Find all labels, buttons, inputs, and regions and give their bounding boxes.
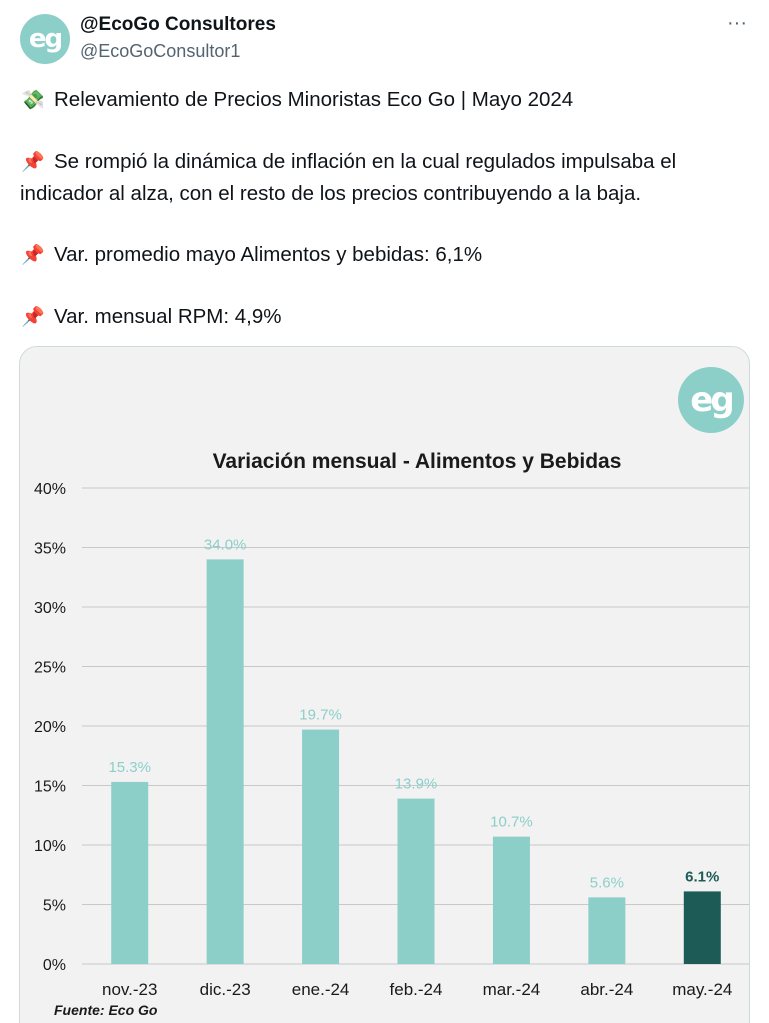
data-label: 34.0% — [203, 536, 247, 554]
data-label: 5.6% — [589, 874, 624, 892]
y-axis-ticks — [34, 481, 66, 974]
data-label: 13.9% — [394, 775, 438, 793]
x-tick-label: dic.-23 — [199, 980, 251, 999]
avatar[interactable]: eg — [20, 14, 70, 64]
bar — [684, 891, 721, 964]
chart-title: Variación mensual - Alimentos y Bebidas — [212, 450, 622, 473]
x-tick-label: may.-24 — [672, 980, 733, 999]
ecogo-logo: eg — [678, 367, 744, 433]
x-axis-ticks — [102, 980, 732, 999]
bar — [398, 799, 435, 964]
x-tick-label: feb.-24 — [389, 980, 443, 999]
tweet-line-text: Var. mensual RPM: 4,9% — [54, 305, 282, 328]
pushpin-icon: 📌 — [21, 244, 45, 266]
display-name[interactable]: @EcoGo Consultores — [80, 14, 276, 35]
tweet-line-text: Var. promedio mayo Alimentos y bebidas: 6,1% — [54, 243, 483, 266]
tweet-line — [20, 239, 755, 271]
pushpin-icon: 📌 — [21, 151, 45, 173]
data-label: 19.7% — [299, 706, 342, 724]
pushpin-icon: 📌 — [21, 306, 45, 328]
source-note: Fuente: Eco Go — [54, 1002, 158, 1018]
tweet-line — [20, 146, 755, 209]
tweet-line-text: Relevamiento de Precios Minoristas Eco Go | Mayo 2024 — [54, 88, 574, 111]
y-tick-label: 25% — [33, 659, 66, 677]
bar — [493, 837, 530, 964]
data-label: 15.3% — [108, 758, 151, 776]
y-tick-label: 35% — [33, 540, 66, 558]
bars — [111, 559, 721, 964]
y-tick-label: 20% — [33, 719, 66, 736]
data-label: 10.7% — [490, 813, 533, 831]
tweet-line-text: Se rompió la dinámica de inflación en la cual regulados impulsaba el indicador al alza, con el resto de los precios contribuyendo a la baja. — [20, 150, 677, 205]
user-handle[interactable]: @EcoGoConsultor1 — [80, 41, 241, 61]
bar — [111, 782, 148, 964]
y-tick-label: 40% — [33, 481, 66, 498]
bar — [588, 897, 625, 964]
y-tick-label: 10% — [33, 838, 66, 855]
y-tick-label: 0% — [42, 957, 66, 974]
bar — [302, 730, 339, 964]
more-options-icon[interactable]: ··· — [727, 12, 747, 34]
tweet-text — [20, 84, 755, 333]
y-tick-label: 30% — [33, 600, 66, 617]
x-tick-label: abr.-24 — [580, 980, 634, 999]
data-label: 6.1% — [685, 868, 720, 886]
x-tick-label: nov.-23 — [101, 980, 158, 999]
y-tick-label: 5% — [42, 897, 66, 915]
money-with-wings-icon: 💸 — [21, 89, 45, 111]
x-tick-label: ene.-24 — [291, 980, 350, 999]
y-tick-label: 15% — [33, 778, 66, 796]
x-tick-label: mar.-24 — [482, 980, 541, 999]
tweet-line — [20, 301, 755, 333]
bar — [207, 559, 244, 964]
bar-chart — [20, 347, 750, 1023]
media-card[interactable] — [19, 346, 750, 1023]
tweet-line — [20, 84, 755, 116]
